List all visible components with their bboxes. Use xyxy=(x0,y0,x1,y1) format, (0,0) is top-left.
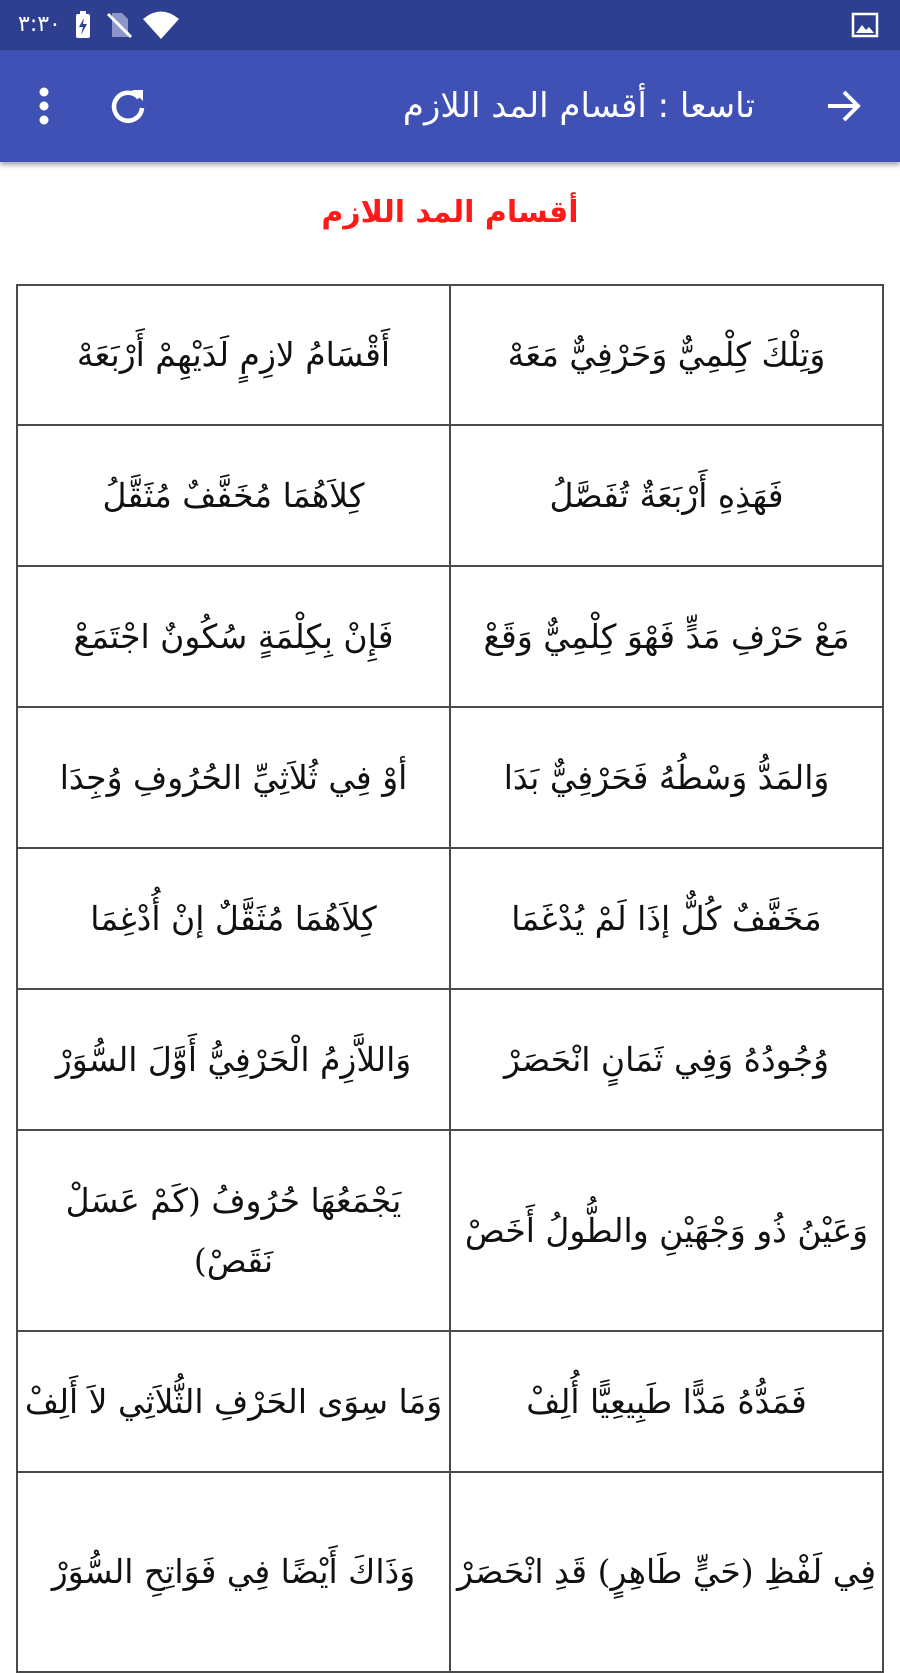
table-row xyxy=(17,989,883,1130)
refresh-icon[interactable] xyxy=(104,82,152,130)
wifi-icon xyxy=(142,10,180,40)
more-vert-icon[interactable] xyxy=(20,82,68,130)
verse-cell-right: يَجْمَعُهَا حُرُوفُ (كَمْ عَسَلْ نَقَصْ) xyxy=(17,1130,450,1331)
verse-cell-right: وَمَا سِوَى الحَرْفِ الثُّلاَثِي لاَ أَلِفْ xyxy=(17,1331,450,1472)
verse-cell-right: أوْ فِي ثُلاَثِيِّ الحُرُوفِ وُجِدَا xyxy=(17,707,450,848)
verse-cell-left: فِي لَفْظِ (حَيٍّ طَاهِرٍ) قَدِ انْحَصَرْ xyxy=(450,1472,883,1672)
verse-cell-left: فَهَذِهِ أَرْبَعَةٌ تُفَصَّلُ xyxy=(450,425,883,566)
table-row xyxy=(17,425,883,566)
verse-cell-left: وَتِلْكَ كِلْمِيٌّ وَحَرْفِيٌّ مَعَهْ xyxy=(450,285,883,425)
table-row xyxy=(17,1331,883,1472)
verse-cell-left: وُجُودُهُ وَفِي ثَمَانٍ انْحَصَرْ xyxy=(450,989,883,1130)
image-notification-icon xyxy=(850,10,880,40)
verse-cell-left: وَالمَدُّ وَسْطُهُ فَحَرْفِيٌّ بَدَا xyxy=(450,707,883,848)
page-heading: أقسام المد اللازم xyxy=(321,195,579,230)
verse-cell-right: وَذَاكَ أَيْضًا فِي فَوَاتِحِ السُّوَرْ xyxy=(17,1472,450,1672)
verse-cell-right: كِلاَهُمَا مُثَقَّلٌ إنْ أُدْغِمَا xyxy=(17,848,450,989)
status-bar xyxy=(0,0,900,50)
table-row xyxy=(17,1130,883,1331)
table-row xyxy=(17,566,883,707)
verse-cell-left: مَخَفَّفٌ كُلٌّ إذَا لَمْ يُدْغَمَا xyxy=(450,848,883,989)
app-bar xyxy=(0,50,900,162)
verse-cell-left: مَعْ حَرْفِ مَدٍّ فَهْوَ كِلْمِيٌّ وَقَعْ xyxy=(450,566,883,707)
verse-cell-right: وَاللاَّزِمُ الْحَرْفِيُّ أَوَّلَ السُّوَرْ xyxy=(17,989,450,1130)
verse-cell-left: وَعَيْنُ ذُو وَجْهَيْنِ والطُّولُ أَخَصْ xyxy=(450,1130,883,1331)
table-row xyxy=(17,707,883,848)
verse-cell-right: فَإِنْ بِكِلْمَةٍ سُكُونٌ اجْتَمَعْ xyxy=(17,566,450,707)
table-row xyxy=(17,285,883,425)
poem-table xyxy=(16,284,884,1673)
battery-charging-icon xyxy=(68,10,98,40)
no-sim-icon xyxy=(104,10,134,40)
verse-cell-right: كِلاَهُمَا مُخَفَّفٌ مُثَقَّلُ xyxy=(17,425,450,566)
status-time: ٣:٣٠ xyxy=(18,12,61,37)
app-bar-title: تاسعا : أقسام المد اللازم xyxy=(402,86,755,126)
back-arrow-icon[interactable] xyxy=(820,82,868,130)
table-row xyxy=(17,1472,883,1672)
verse-cell-right: أَقْسَامُ لازِمٍ لَدَيْهِمْ أَرْبَعَهْ xyxy=(17,285,450,425)
verse-cell-left: فَمَدُّهُ مَدًّا طَبِيعِيًّا أُلِفْ xyxy=(450,1331,883,1472)
table-row xyxy=(17,848,883,989)
